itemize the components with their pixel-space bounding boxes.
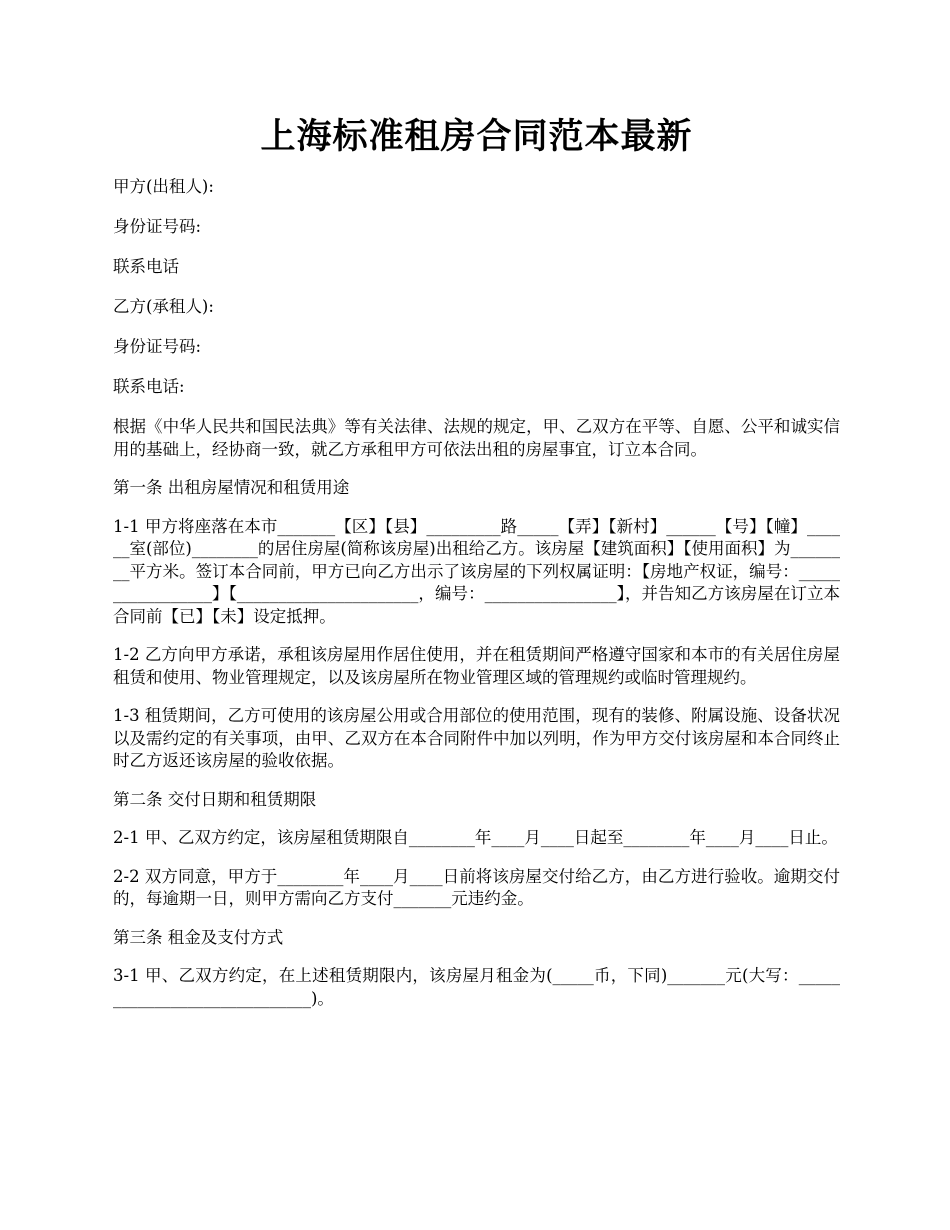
party-b-label: 乙方(承租人): (113, 297, 214, 316)
clause-3-1: 3-1 甲、乙双方约定，在上述租赁期限内，该房屋月租金为(_____币，下同)_______元(大写：_____________________________)。 (113, 966, 840, 1008)
clause-1-1: 1-1 甲方将座落在本市_______【区】【县】_________路_____【弄】【新村】______【号】【幢】______室(部位)________的居住房屋(简称该房屋)出租给乙方。该房屋【建筑面积】【使用面积】为________平方米。签订本合同前，甲方已向乙方出示了该房屋的下列权属证明：【房地产权证，编号：_________________】【______________________，编号：________________】，并告知乙方该房屋在订立本合同前【已】【未】设定抵押。 (113, 516, 840, 626)
clause-2-2: 2-2 双方同意，甲方于________年____月____日前将该房屋交付给乙方，由乙方进行验收。逾期交付的，每逾期一日，则甲方需向乙方支付_______元违约金。 (113, 866, 840, 908)
article-3-heading: 第三条 租金及支付方式 (113, 927, 284, 947)
preamble-paragraph: 根据《中华人民共和国民法典》等有关法律、法规的规定，甲、乙双方在平等、自愿、公平和诚实信用的基础上，经协商一致，就乙方承租甲方可依法出租的房屋事宜，订立本合同。 (113, 417, 840, 459)
party-a-phone-label: 联系电话 (113, 257, 179, 276)
party-a-id-label: 身份证号码: (113, 217, 202, 236)
party-a-label: 甲方(出租人): (113, 177, 214, 196)
party-b-phone-label: 联系电话: (113, 377, 185, 396)
party-b-id-label: 身份证号码: (113, 337, 202, 356)
document-page (113, 112, 840, 1026)
clause-1-2: 1-2 乙方向甲方承诺，承租该房屋用作居住使用，并在租赁期间严格遵守国家和本市的有关居住房屋租赁和使用、物业管理规定，以及该房屋所在物业管理区域的管理规约或临时管理规约。 (113, 645, 840, 687)
document-title: 上海标准租房合同范本最新 (260, 116, 693, 157)
article-1-heading: 第一条 出租房屋情况和租赁用途 (113, 478, 350, 497)
article-2-heading: 第二条 交付日期和租赁期限 (113, 789, 317, 809)
clause-1-3: 1-3 租赁期间，乙方可使用的该房屋公用或合用部位的使用范围，现有的装修、附属设施、设备状况以及需约定的有关事项，由甲、乙双方在本合同附件中加以列明，作为甲方交付该房屋和本合同终止时乙方返还该房屋的验收依据。 (113, 706, 840, 770)
clause-2-1: 2-1 甲、乙双方约定，该房屋租赁期限自________年____月____日起至________年____月____日止。 (113, 828, 838, 847)
